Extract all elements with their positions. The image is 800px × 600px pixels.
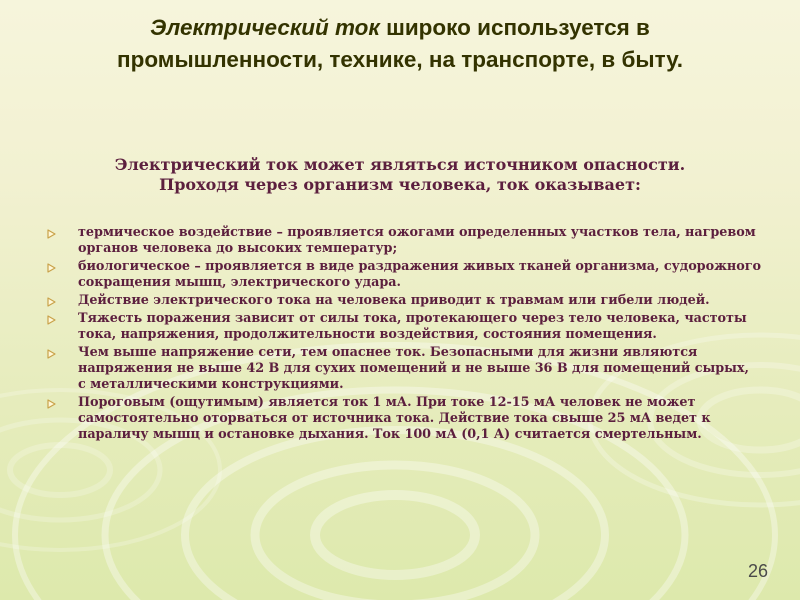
list-item [46, 259, 761, 291]
list-item [46, 311, 761, 343]
title-rest: широко используется в [379, 15, 650, 40]
bullet-text: Тяжесть поражения зависит от силы тока, протекающего через тело человека, частоты тока, напряжения, продолжительности воздействия, состояния помещения. [78, 311, 747, 342]
bullet-text: биологическое – проявляется в виде раздражения живых тканей организма, судорожного сокращения мышц, электрического удара. [78, 259, 762, 290]
bullet-list [46, 225, 761, 445]
slide-title [40, 12, 760, 76]
bullet-arrow-icon [46, 262, 58, 274]
subtitle-line-1: Электрический ток может являться источником опасности. [114, 155, 686, 174]
bullet-text: термическое воздействие – проявляется ожогами определенных участков тела, нагревом органов человека до высоких температур; [78, 225, 756, 256]
title-line-2: промышленности, технике, на транспорте, в быту. [117, 47, 683, 72]
title-emphasis: Электрический ток [150, 15, 380, 40]
bullet-text: Пороговым (ощутимым) является ток 1 мА. При токе 12-15 мА человек не может самостоятельно оторваться от источника тока. Действие тока свыше 25 мА ведет к параличу мышц и остановке дыхания. Ток 100 мА (0,1 А) считается смертельным. [78, 395, 711, 442]
bullet-arrow-icon [46, 398, 58, 410]
subtitle-line-2: Проходя через организм человека, ток оказывает: [159, 175, 641, 194]
list-item [46, 225, 761, 257]
bullet-arrow-icon [46, 348, 58, 360]
bullet-text: Чем выше напряжение сети, тем опаснее ток. Безопасными для жизни являются напряжения не выше 42 В для сухих помещений и не выше 36 В для помещений сырых, с металлическими конструкциями. [78, 345, 749, 392]
bullet-arrow-icon [46, 228, 58, 240]
slide-subtitle [40, 155, 760, 195]
list-item [46, 293, 761, 309]
bullet-arrow-icon [46, 314, 58, 326]
list-item [46, 395, 761, 443]
page-number: 26 [747, 561, 768, 581]
bullet-text: Действие электрического тока на человека приводит к травмам или гибели людей. [78, 293, 710, 308]
list-item [46, 345, 761, 393]
bullet-arrow-icon [46, 296, 58, 308]
